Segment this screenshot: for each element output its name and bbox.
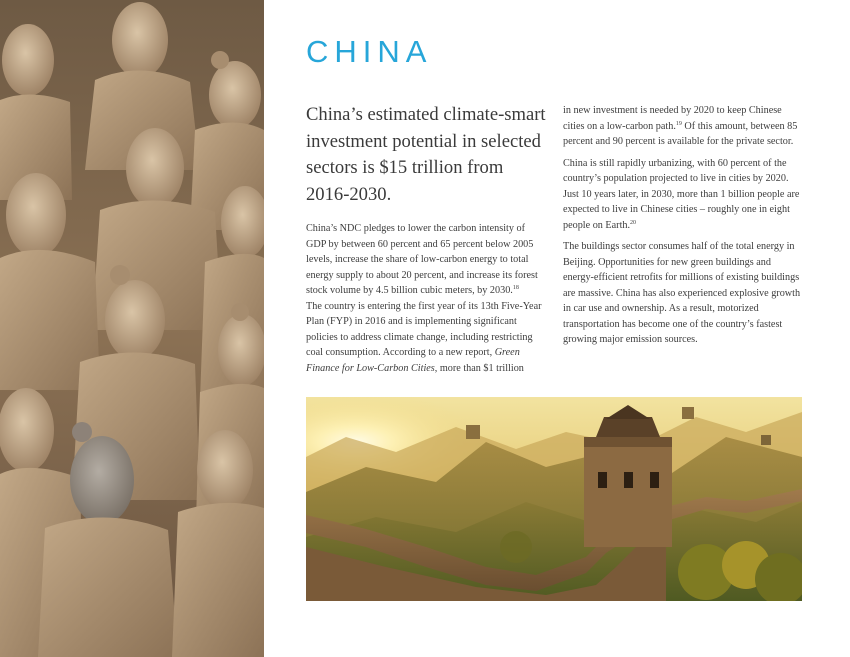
paragraph-new-investment: in new investment is needed by 2020 to keep Chinese cities on a low-carbon path.$^{19}$ Of this amount, between 85 percent and 90 percent is available for the private sector. xyxy=(563,105,798,147)
footnote-ref: 18 xyxy=(512,285,519,291)
paragraph-ndc-pledges: China’s NDC pledges to lower the carbon intensity of GDP by between 60 percent and 65 percent below 2005 levels, increase the share of low-carbon energy to total energy supply to about 20 percent, and increase its forest stock volume by 4.5 billion cubic meters, by 2030.18 The country is entering the first year of its 13th Five-Year Plan (FYP) in 2016 and is implementing significant policies to address climate change, including restricting coal consumption. According to a new report, Green Finance for Low-Carbon Cities, more than $1 trillion xyxy=(306,223,542,374)
page-title: CHINA xyxy=(306,34,433,69)
left-text-column xyxy=(306,102,546,376)
report-title: Green Finance for Low-Carbon Cities xyxy=(306,347,520,374)
paragraph-buildings-sector: The buildings sector consumes half of the total energy in Beijing. Opportunities for new green buildings and energy-efficient retrofits for millions of existing buildings are massive. China has also experienced explosive growth in car use and ownership. As a result, motorized transportation has become one of the country’s fastest growing major emission sources. xyxy=(563,241,801,345)
right-text-column xyxy=(563,103,803,348)
footnote-ref: 20 xyxy=(630,219,637,226)
footnote-ref: 19 xyxy=(675,120,682,127)
great-wall-photo xyxy=(306,397,802,601)
lead-statement: China’s estimated climate-smart investment potential in selected sectors is $15 trillion from 2016-2030. xyxy=(306,104,546,205)
paragraph-urbanization: China is still rapidly urbanizing, with 60 percent of the country’s population projected to live in cities by 2020. Just 10 years later, in 2030, more than 1 billion people are expected to live in Chinese cities – roughly one in eight people on Earth.$^{20}$ xyxy=(563,157,800,231)
terracotta-warriors-photo xyxy=(0,0,264,657)
